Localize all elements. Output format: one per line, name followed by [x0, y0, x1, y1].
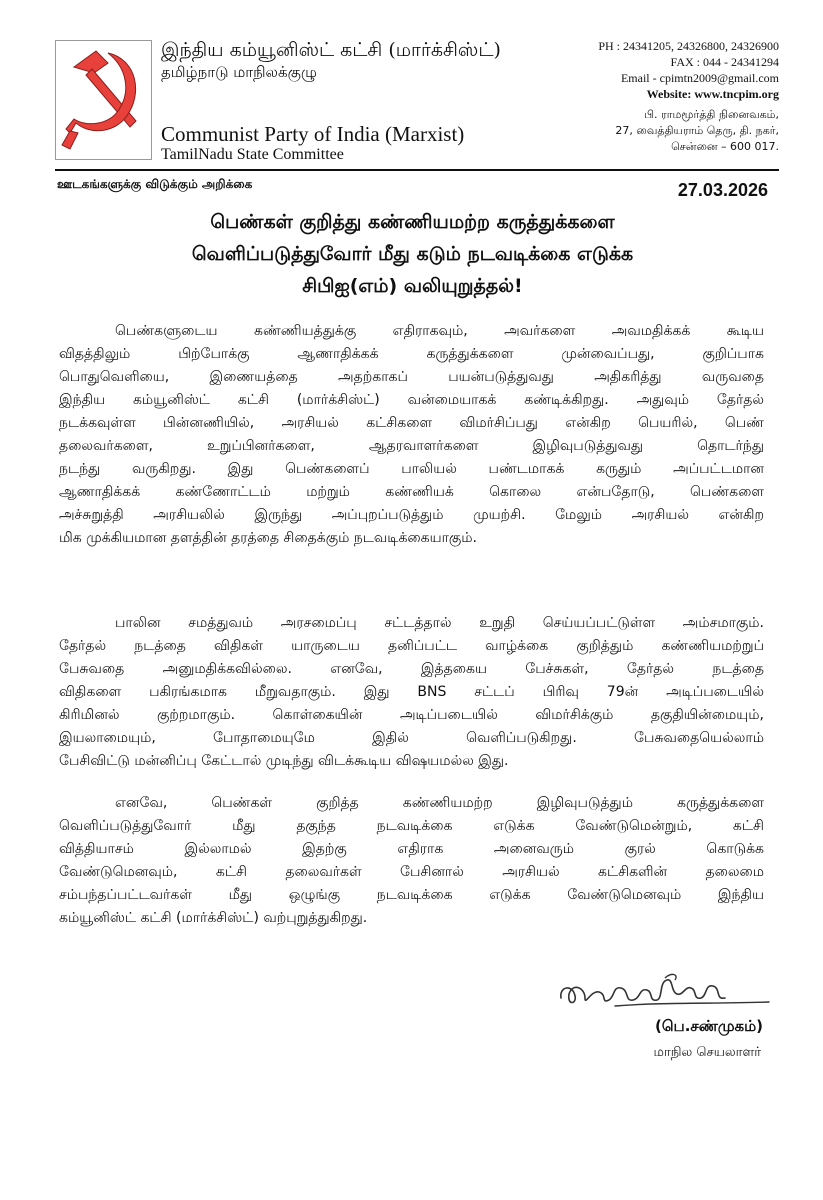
headline-line: பெண்கள் குறித்து கண்ணியமற்ற கருத்துக்களை — [210, 211, 615, 233]
organization-block — [161, 39, 581, 164]
text-line: கம்யூனிஸ்ட் கட்சி (மார்க்சிஸ்ட்) வற்புறுத்துகிறது. — [59, 910, 368, 926]
text-line: பாலின சமத்துவம் அரசமைப்பு சட்டத்தால் உறுதி செய்யப்பட்டுள்ள அம்சமாகும். — [115, 615, 764, 631]
website: Website: www.tncpim.org — [646, 87, 779, 101]
text-line: வெளிப்படுத்துவோர் மீது தகுந்த நடவடிக்கை எடுக்க வேண்டுமென்றும், கட்சி — [59, 818, 764, 834]
text-line: பேசிவிட்டு மன்னிப்பு கேட்டால் முடிந்து விடக்கூடிய விஷயமல்ல இது. — [59, 753, 509, 769]
text-line: சம்பந்தப்பட்டவர்கள் மீது ஒழுங்கு நடவடிக்கை எடுக்க வேண்டுமெனவும் இந்திய — [59, 887, 764, 903]
release-date: 27.03.2026 — [677, 180, 768, 200]
text-line: ஆணாதிக்கக் கண்ணோட்டம் மற்றும் கண்ணியக் கொலை என்பதோடு, பெண்களை — [59, 484, 764, 500]
press-release-label: ஊடகங்களுக்கு விடுக்கும் அறிக்கை — [57, 177, 253, 191]
text-line: தலைவர்களை, உறுப்பினர்களை, ஆதரவாளர்களை இழிவுபடுத்துவது தொடர்ந்து — [59, 438, 764, 454]
text-line: மிக முக்கியமான தளத்தின் தரத்தை சிதைக்கும் நடவடிக்கையாகும். — [59, 530, 478, 546]
text-line: பேசுவதை அனுமதிக்கவில்லை. எனவே, இத்தகைய பேச்சுகள், தேர்தல் நடத்தை — [59, 661, 764, 677]
email-address: Email - cpimtn2009@gmail.com — [620, 71, 779, 85]
text-line: கிரிமினல் குற்றமாகும். கொள்கையின் அடிப்படையில் விமர்சிக்கும் தகுதியின்மையும், — [59, 707, 764, 723]
paragraph-1 — [59, 320, 764, 550]
party-name-tamil: இந்திய கம்யூனிஸ்ட் கட்சி (மார்க்சிஸ்ட்) — [161, 39, 501, 61]
handwritten-signature — [555, 968, 775, 1018]
signatory-designation: மாநில செயலாளர் — [653, 1045, 761, 1060]
fax-number: FAX : 044 - 24341294 — [670, 55, 779, 69]
text-line: தேர்தல் நடத்தை விதிகள் யாருடைய தனிப்பட்ட வாழ்க்கை குறித்தும் கண்ணியமற்றுப் — [59, 638, 764, 654]
text-line: வித்தியாசம் இல்லாமல் இதற்கு எதிராக அனைவரும் குரல் கொடுக்க — [59, 841, 764, 857]
headline — [60, 206, 765, 302]
text-line: விதிகளை பகிரங்கமாக மீறுவதாகும். இது BNS சட்டப் பிரிவு 79ன் அடிப்படையில் — [59, 684, 764, 700]
text-line: வேண்டுமெனவும், கட்சி தலைவர்கள் பேசினால் அரசியல் கட்சிகளின் தலைமை — [59, 864, 764, 880]
committee-english: TamilNadu State Committee — [161, 146, 344, 163]
party-logo — [55, 40, 152, 160]
headline-line: சிபிஐ(எம்) வலியுறுத்தல்! — [302, 275, 523, 297]
paragraph-3 — [59, 792, 764, 930]
text-line: விதத்திலும் பிற்போக்கு ஆணாதிக்கக் கருத்துக்களை முன்வைப்பது, குறிப்பாக — [59, 346, 764, 362]
party-name-english: Communist Party of India (Marxist) — [161, 122, 465, 146]
text-line: எனவே, பெண்கள் குறித்த கண்ணியமற்ற இழிவுபடுத்தும் கருத்துக்களை — [115, 795, 764, 811]
text-line: பொதுவெளியை, இணையத்தை அதற்காகப் பயன்படுத்துவது அதிகரித்து வருவதை — [59, 369, 764, 385]
committee-tamil: தமிழ்நாடு மாநிலக்குழு — [161, 63, 317, 81]
text-line: நடக்கவுள்ள பின்னணியில், அரசியல் கட்சிகளை விமர்சிப்பது என்கிற பெயரில், பெண் — [59, 415, 764, 431]
text-line: அச்சுறுத்தி அரசியலில் இருந்து அப்புறப்படுத்தும் முயற்சி. மேலும் அரசியல் என்கிற — [59, 507, 764, 523]
text-line: இயலாமையும், போதாமையுமே இதில் வெளிப்படுகிறது. பேசுவதையெல்லாம் — [59, 730, 764, 746]
hammer-sickle-icon — [56, 41, 151, 159]
address-line-2: 27, வைத்தியராம் தெரு, தி. நகர், — [615, 124, 779, 137]
headline-line: வெளிப்படுத்துவோர் மீது கடும் நடவடிக்கை எடுக்க — [191, 243, 634, 265]
address-line-1: பி. ராமமூர்த்தி நினைவகம், — [643, 108, 779, 121]
text-line: நடந்து வருகிறது. இது பெண்களைப் பாலியல் பண்டமாகக் கருதும் அப்பட்டமான — [59, 461, 764, 477]
phone-numbers: PH : 24341205, 24326800, 24326900 — [598, 39, 779, 53]
paragraph-2 — [59, 612, 764, 773]
text-line: பெண்களுடைய கண்ணியத்துக்கு எதிராகவும், அவர்களை அவமதிக்கக் கூடிய — [115, 323, 764, 339]
header-divider — [55, 169, 779, 171]
address-line-3: சென்னை – 600 017. — [671, 140, 779, 153]
text-line: இந்திய கம்யூனிஸ்ட் கட்சி (மார்க்சிஸ்ட்) வன்மையாகக் கண்டிக்கிறது. அதுவும் தேர்தல் — [59, 392, 764, 408]
contact-block — [519, 38, 779, 155]
signatory-name: (பெ.சண்முகம்) — [655, 1017, 763, 1035]
